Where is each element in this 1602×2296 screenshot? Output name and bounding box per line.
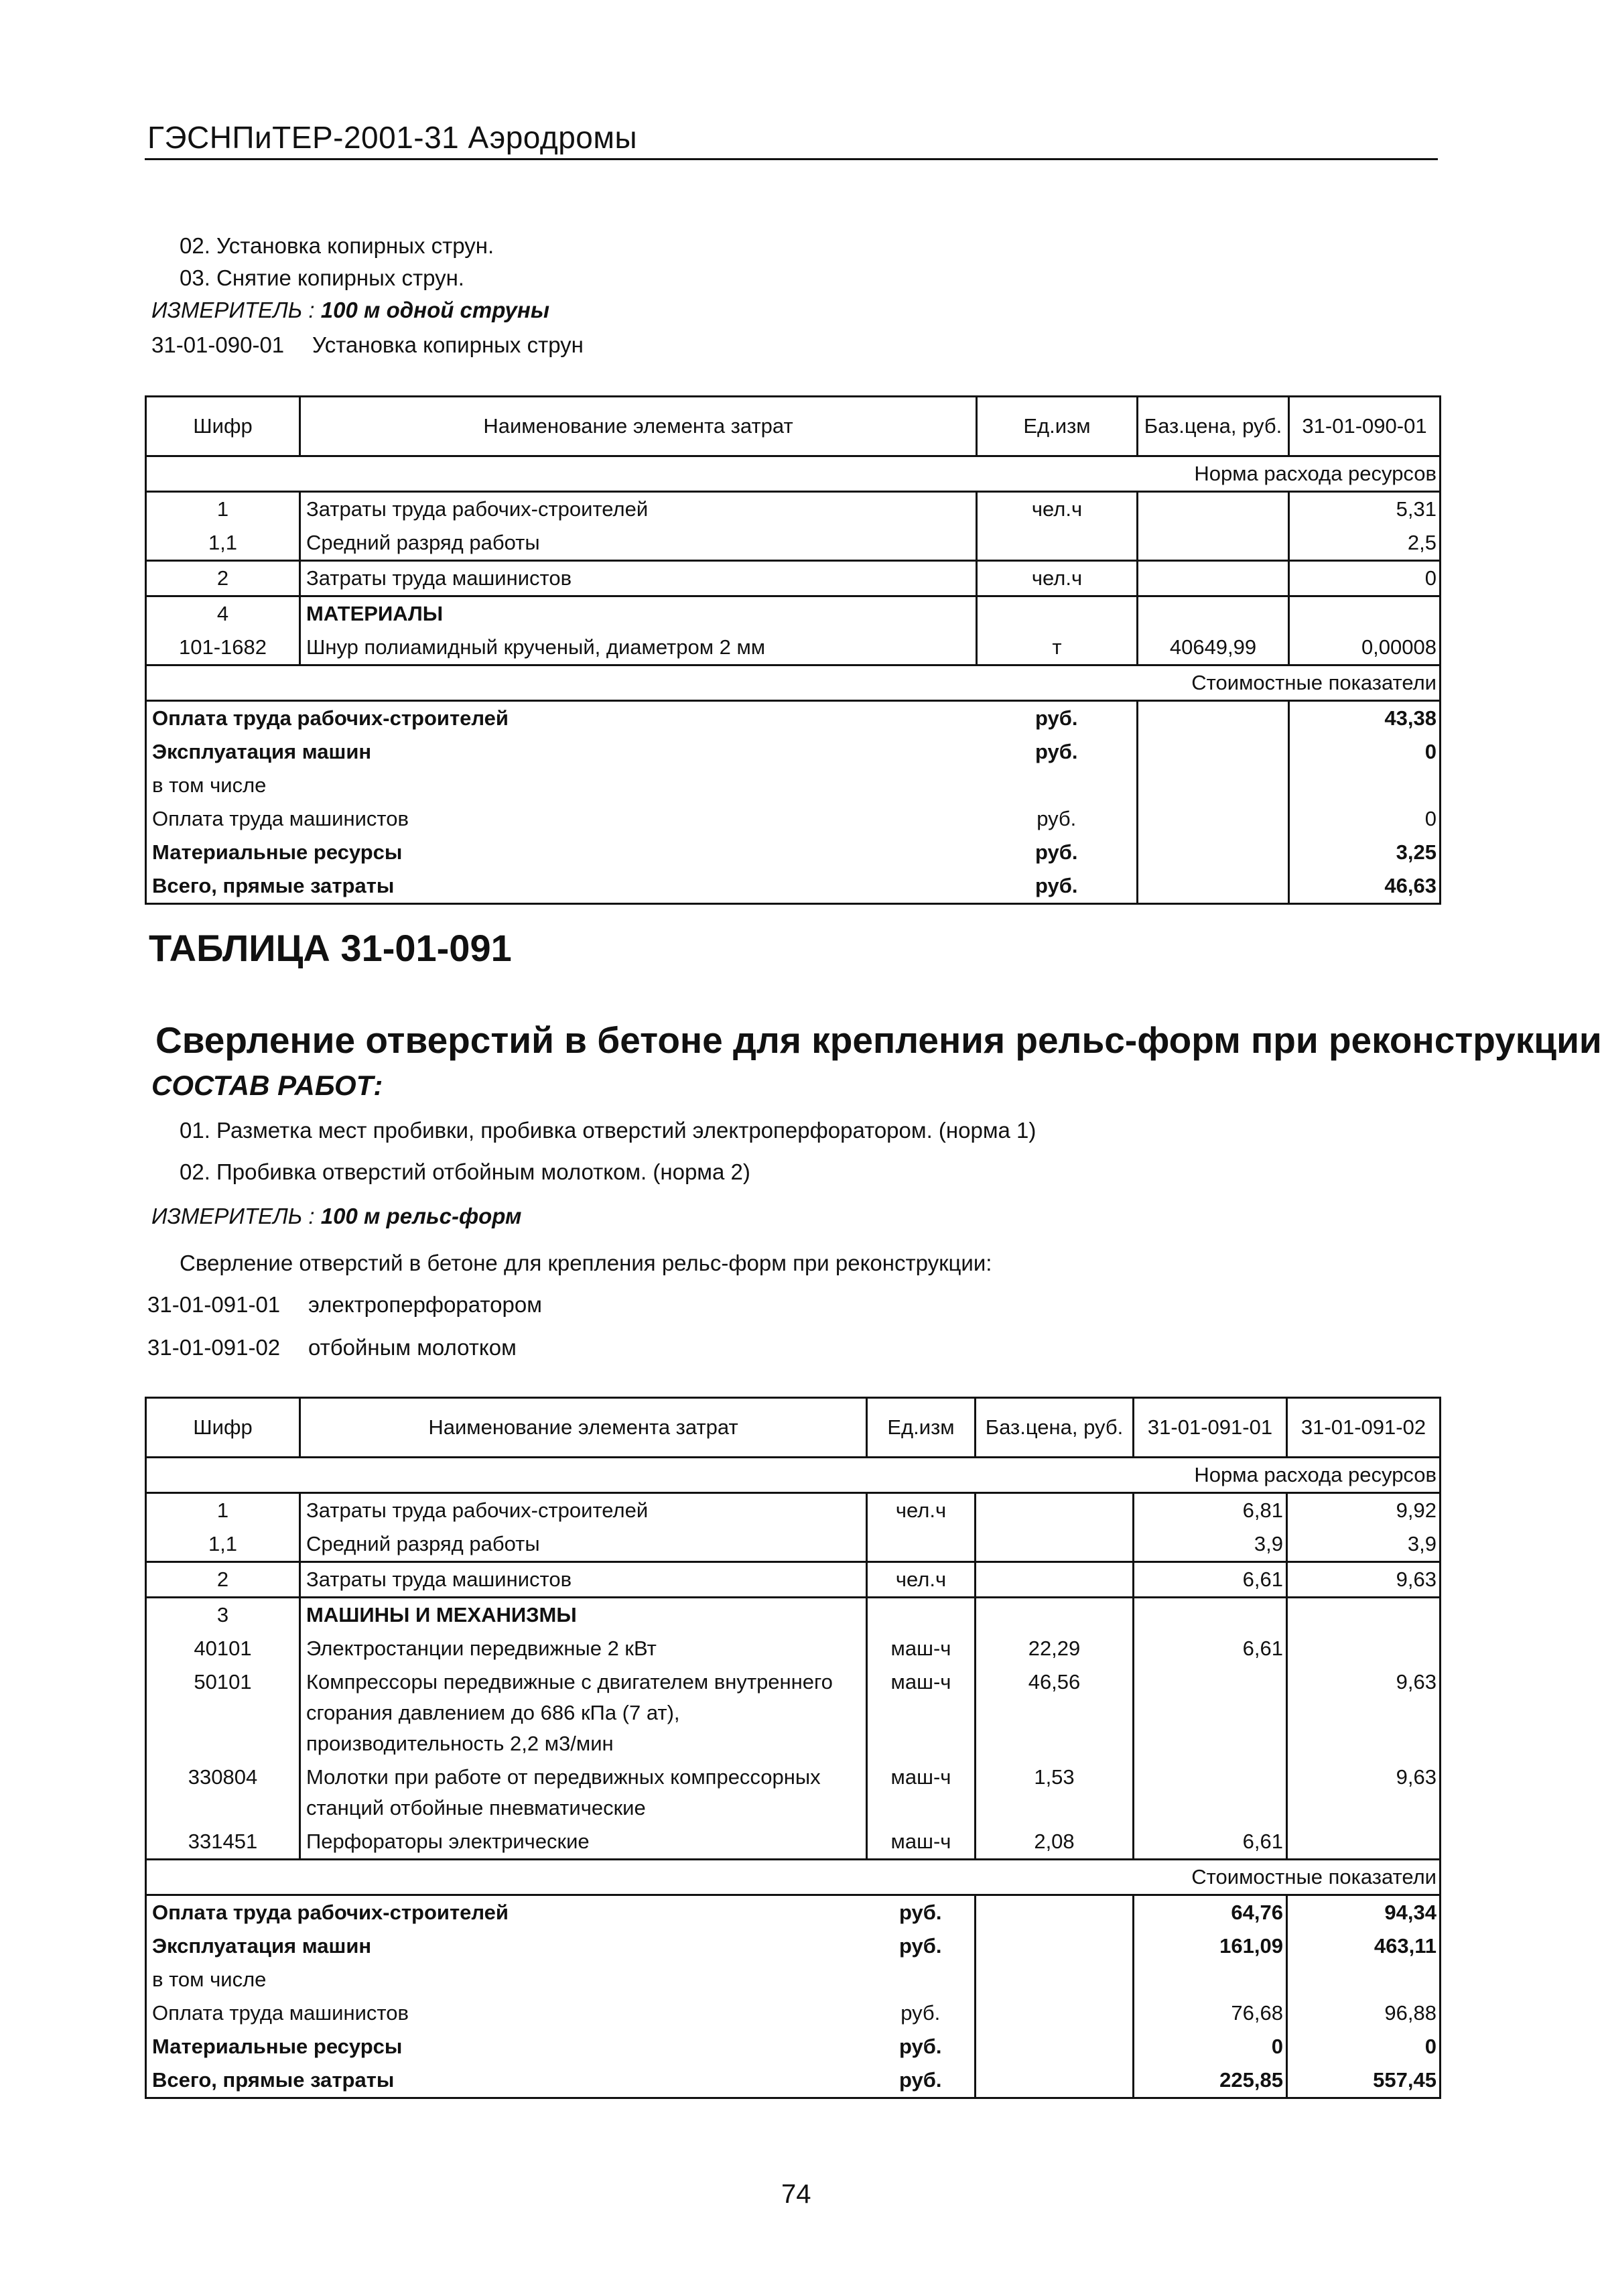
table-cell: Материальные ресурсы — [146, 836, 977, 869]
table-cell: 0 — [1289, 561, 1441, 596]
page-number: 74 — [781, 2179, 811, 2209]
table-row — [146, 1493, 1441, 1528]
table-cell — [1134, 1598, 1287, 1633]
table-cell — [1287, 1632, 1441, 1665]
table-cell: маш-ч — [867, 1825, 976, 1860]
table-header-row — [146, 1398, 1441, 1458]
table-cell: МАШИНЫ И МЕХАНИЗМЫ — [300, 1598, 867, 1633]
table-cell: чел.ч — [977, 561, 1138, 596]
table-cell: Оплата труда машинистов — [146, 802, 977, 836]
table-cell: руб. — [977, 802, 1138, 836]
table-cell: Баз.цена, руб. — [1138, 397, 1289, 456]
resource-table-090 — [145, 395, 1441, 905]
table-cell: чел.ч — [867, 1493, 976, 1528]
band-row — [146, 1860, 1441, 1895]
table-cell: 161,09 — [1134, 1929, 1287, 1963]
table-cell: Ед.изм — [867, 1398, 976, 1458]
section-title: Сверление отверстий в бетоне для крепления рельс-форм при реконструкции — [155, 1019, 1602, 1061]
table-cell: Материальные ресурсы — [146, 2030, 867, 2063]
table-cell: 64,76 — [1134, 1895, 1287, 1930]
table-cell: руб. — [867, 1895, 976, 1930]
table-cell — [976, 1996, 1134, 2030]
table-cell: 9,63 — [1287, 1665, 1441, 1761]
table-cell: 1,53 — [976, 1761, 1134, 1825]
table-cell: 9,63 — [1287, 1761, 1441, 1825]
meter-value: 100 м рельс-форм — [320, 1204, 522, 1228]
meter-line — [151, 298, 549, 323]
table-cell — [1138, 701, 1289, 736]
table-cell: 31-01-091-01 — [1134, 1398, 1287, 1458]
table-cell: Стоимостные показатели — [146, 1860, 1441, 1895]
table-cell — [976, 1598, 1134, 1633]
table-cell: 225,85 — [1134, 2063, 1287, 2098]
table-header-row — [146, 397, 1441, 456]
table-cell: чел.ч — [867, 1562, 976, 1598]
code: 31-01-091-01 — [147, 1292, 281, 1317]
table-cell: 331451 — [146, 1825, 300, 1860]
table-cell — [1134, 1963, 1287, 1996]
table-cell: 31-01-091-02 — [1287, 1398, 1441, 1458]
table-cell: 1 — [146, 492, 300, 527]
table-cell — [867, 1527, 976, 1562]
table-cell: Шифр — [146, 1398, 300, 1458]
table-cell — [1138, 769, 1289, 802]
table-cell — [1134, 1665, 1287, 1761]
table-cell: 0,00008 — [1289, 631, 1441, 665]
table-cell — [1134, 1761, 1287, 1825]
table-cell: 6,61 — [1134, 1562, 1287, 1598]
table-cell: руб. — [977, 836, 1138, 869]
table-cell: 0 — [1134, 2030, 1287, 2063]
table-cell: Перфораторы электрические — [300, 1825, 867, 1860]
table-row — [146, 1598, 1441, 1633]
composition-label: СОСТАВ РАБОТ: — [151, 1070, 383, 1101]
code-description: Установка копирных струн — [312, 332, 584, 357]
table-cell: Всего, прямые затраты — [146, 2063, 867, 2098]
table-cell: 4 — [146, 596, 300, 631]
table-cell: 50101 — [146, 1665, 300, 1761]
work-step: 02. Пробивка отверстий отбойным молотком. (норма 2) — [180, 1159, 750, 1184]
code-description: отбойным молотком — [308, 1335, 517, 1360]
summary-row — [146, 769, 1441, 802]
table-cell: Шнур полиамидный крученый, диаметром 2 мм — [300, 631, 977, 665]
meter-value: 100 м одной струны — [320, 298, 550, 322]
table-cell — [976, 1493, 1134, 1528]
table-row — [146, 492, 1441, 527]
header-rule — [145, 158, 1438, 160]
table-row — [146, 1825, 1441, 1860]
code-line — [147, 1292, 542, 1318]
table-row — [146, 561, 1441, 596]
table-cell — [867, 1963, 976, 1996]
table-cell: т — [977, 631, 1138, 665]
table-cell — [1287, 1963, 1441, 1996]
table-cell: 46,56 — [976, 1665, 1134, 1761]
table-cell: 43,38 — [1289, 701, 1441, 736]
table-row — [146, 526, 1441, 561]
table-cell: 1,1 — [146, 1527, 300, 1562]
table-cell: маш-ч — [867, 1761, 976, 1825]
table-cell — [976, 1527, 1134, 1562]
table-cell: Оплата труда рабочих-строителей — [146, 701, 977, 736]
table-cell — [1289, 769, 1441, 802]
table-cell: 2 — [146, 561, 300, 596]
table-cell: Норма расхода ресурсов — [146, 456, 1441, 492]
table-cell — [867, 1598, 976, 1633]
table-cell: Средний разряд работы — [300, 1527, 867, 1562]
table-row — [146, 631, 1441, 665]
table-cell — [976, 1562, 1134, 1598]
summary-row — [146, 2030, 1441, 2063]
table-cell — [976, 1963, 1134, 1996]
table-cell: руб. — [977, 735, 1138, 769]
meter-label: ИЗМЕРИТЕЛЬ : — [151, 298, 315, 322]
table-row — [146, 1761, 1441, 1825]
table-cell: 96,88 — [1287, 1996, 1441, 2030]
summary-row — [146, 1963, 1441, 1996]
table-cell: 2,5 — [1289, 526, 1441, 561]
table-cell: 1 — [146, 1493, 300, 1528]
table-cell — [1287, 1825, 1441, 1860]
table-cell — [976, 2030, 1134, 2063]
table-title: ТАБЛИЦА 31-01-091 — [149, 927, 512, 969]
table-cell — [1287, 1598, 1441, 1633]
table-cell: 557,45 — [1287, 2063, 1441, 2098]
table-row — [146, 1665, 1441, 1761]
table-cell: Наименование элемента затрат — [300, 397, 977, 456]
band-row — [146, 456, 1441, 492]
table-cell: 9,63 — [1287, 1562, 1441, 1598]
table-cell: 330804 — [146, 1761, 300, 1825]
table-row — [146, 1562, 1441, 1598]
table-cell: 22,29 — [976, 1632, 1134, 1665]
band-row — [146, 665, 1441, 701]
code-description: электроперфоратором — [308, 1292, 542, 1317]
table-cell: Затраты труда рабочих-строителей — [300, 1493, 867, 1528]
table-cell: руб. — [977, 701, 1138, 736]
table-cell: руб. — [867, 2063, 976, 2098]
table-cell: 1,1 — [146, 526, 300, 561]
code: 31-01-090-01 — [151, 332, 285, 357]
table-cell — [977, 596, 1138, 631]
table-cell: 6,61 — [1134, 1825, 1287, 1860]
table-cell: Шифр — [146, 397, 300, 456]
table-cell: 94,34 — [1287, 1895, 1441, 1930]
table-cell — [1138, 492, 1289, 527]
table-cell: 76,68 — [1134, 1996, 1287, 2030]
table-cell: Всего, прямые затраты — [146, 869, 977, 904]
table-cell — [1138, 561, 1289, 596]
table-row — [146, 596, 1441, 631]
table-cell: 46,63 — [1289, 869, 1441, 904]
summary-row — [146, 1996, 1441, 2030]
table-cell: Оплата труда машинистов — [146, 1996, 867, 2030]
table-cell: 3,25 — [1289, 836, 1441, 869]
table-cell — [1138, 526, 1289, 561]
table-cell: руб. — [867, 2030, 976, 2063]
table-cell — [1138, 802, 1289, 836]
table-cell: 0 — [1289, 802, 1441, 836]
table-cell: Средний разряд работы — [300, 526, 977, 561]
table-cell — [977, 769, 1138, 802]
table-cell: руб. — [867, 1929, 976, 1963]
table-cell — [977, 526, 1138, 561]
table-cell: 40101 — [146, 1632, 300, 1665]
table-cell — [1138, 596, 1289, 631]
summary-row — [146, 735, 1441, 769]
table-cell: Компрессоры передвижные с двигателем внутреннего сгорания давлением до 686 кПа (7 ат), производительность 2,2 м3/мин — [300, 1665, 867, 1761]
table-cell: Молотки при работе от передвижных компрессорных станций отбойные пневматические — [300, 1761, 867, 1825]
table-cell — [976, 1929, 1134, 1963]
summary-row — [146, 2063, 1441, 2098]
table-cell: МАТЕРИАЛЫ — [300, 596, 977, 631]
meter-label: ИЗМЕРИТЕЛЬ : — [151, 1204, 315, 1228]
table-cell — [1138, 735, 1289, 769]
table-cell: Электростанции передвижные 2 кВт — [300, 1632, 867, 1665]
table-cell: чел.ч — [977, 492, 1138, 527]
table-cell: Затраты труда рабочих-строителей — [300, 492, 977, 527]
table-cell — [1289, 596, 1441, 631]
table-cell: 31-01-090-01 — [1289, 397, 1441, 456]
table-cell: 6,81 — [1134, 1493, 1287, 1528]
code-line — [151, 332, 584, 358]
table-cell: 3,9 — [1134, 1527, 1287, 1562]
code: 31-01-091-02 — [147, 1335, 281, 1360]
table-cell: Стоимостные показатели — [146, 665, 1441, 701]
table-cell: Оплата труда рабочих-строителей — [146, 1895, 867, 1930]
summary-row — [146, 869, 1441, 904]
table-cell: Затраты труда машинистов — [300, 1562, 867, 1598]
document-header: ГЭСНПиТЕР-2001-31 Аэродромы — [147, 120, 638, 155]
table-cell: в том числе — [146, 769, 977, 802]
table-cell: 463,11 — [1287, 1929, 1441, 1963]
table-cell: в том числе — [146, 1963, 867, 1996]
table-cell — [1138, 869, 1289, 904]
table-cell: 2 — [146, 1562, 300, 1598]
summary-row — [146, 1929, 1441, 1963]
table-cell — [1138, 836, 1289, 869]
table-cell: Затраты труда машинистов — [300, 561, 977, 596]
table-cell: Эксплуатация машин — [146, 735, 977, 769]
summary-row — [146, 802, 1441, 836]
table-cell: 3 — [146, 1598, 300, 1633]
table-cell: 3,9 — [1287, 1527, 1441, 1562]
table-cell: Наименование элемента затрат — [300, 1398, 867, 1458]
table-cell: 2,08 — [976, 1825, 1134, 1860]
table-cell: 6,61 — [1134, 1632, 1287, 1665]
summary-row — [146, 1895, 1441, 1930]
table-cell: маш-ч — [867, 1665, 976, 1761]
work-step: 01. Разметка мест пробивки, пробивка отверстий электроперфоратором. (норма 1) — [180, 1118, 1037, 1143]
code-line — [147, 1335, 517, 1360]
table-cell: маш-ч — [867, 1632, 976, 1665]
table-cell: Эксплуатация машин — [146, 1929, 867, 1963]
table-cell: Баз.цена, руб. — [976, 1398, 1134, 1458]
table-row — [146, 1632, 1441, 1665]
table-cell — [976, 2063, 1134, 2098]
summary-row — [146, 836, 1441, 869]
meter-line — [151, 1204, 521, 1229]
work-step: 03. Снятие копирных струн. — [180, 265, 464, 290]
resource-table-091 — [145, 1397, 1441, 2099]
table-cell: руб. — [867, 1996, 976, 2030]
summary-row — [146, 701, 1441, 736]
table-cell: 101-1682 — [146, 631, 300, 665]
table-cell: 0 — [1287, 2030, 1441, 2063]
work-step: 02. Установка копирных струн. — [180, 233, 494, 258]
table-cell — [976, 1895, 1134, 1930]
band-row — [146, 1458, 1441, 1493]
table-cell: 9,92 — [1287, 1493, 1441, 1528]
table-cell: Ед.изм — [977, 397, 1138, 456]
table-cell: Норма расхода ресурсов — [146, 1458, 1441, 1493]
table-cell: руб. — [977, 869, 1138, 904]
intro-text: Сверление отверстий в бетоне для крепления рельс-форм при реконструкции: — [180, 1251, 992, 1275]
table-row — [146, 1527, 1441, 1562]
table-cell: 40649,99 — [1138, 631, 1289, 665]
table-cell: 0 — [1289, 735, 1441, 769]
table-cell: 5,31 — [1289, 492, 1441, 527]
